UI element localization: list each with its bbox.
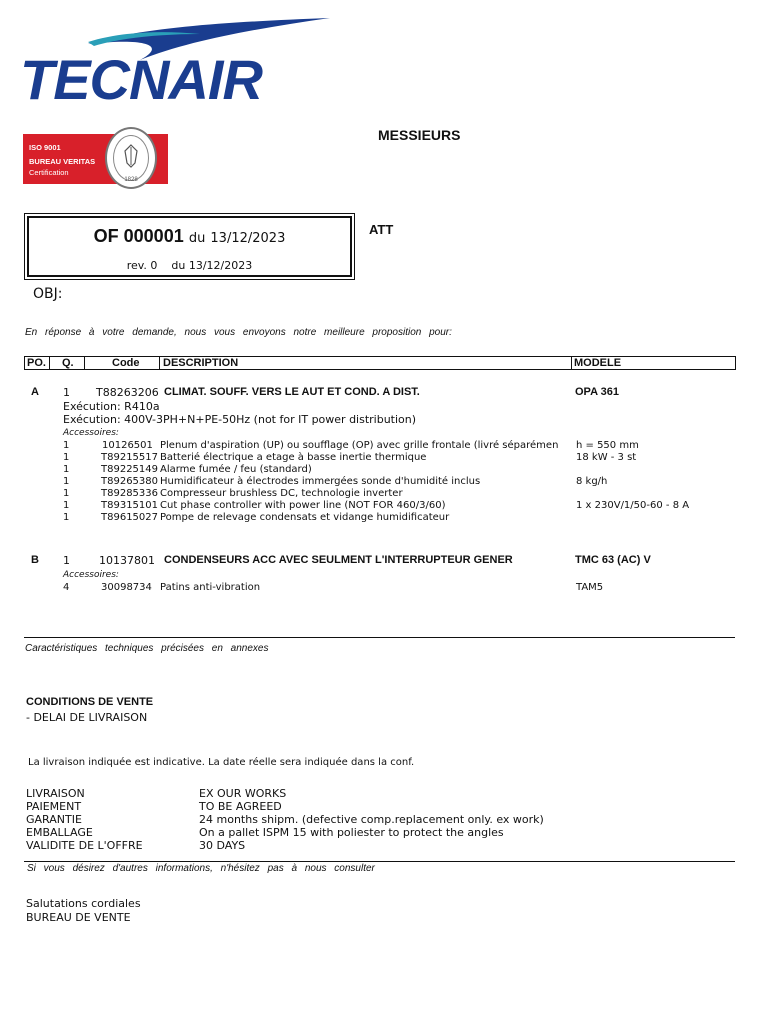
cert-bv-label: BUREAU VERITAS <box>29 157 96 166</box>
item-a-modele: OPA 361 <box>575 386 620 398</box>
bureau-veritas-seal <box>105 127 157 189</box>
header-modele: MODELE <box>574 357 622 369</box>
accessory-code: T89315101 <box>101 500 159 511</box>
item-a-execution-1: Exécution: R410a <box>63 400 160 413</box>
accessory-qty: 1 <box>63 464 70 475</box>
accessory-qty: 1 <box>63 488 70 499</box>
revision-line: rev. 0 du 13/12/2023 <box>126 259 253 272</box>
accessory-description: Humidificateur à électrodes immergées sonde d'humidité inclus <box>160 476 481 487</box>
col-divider <box>84 356 85 370</box>
signature: BUREAU DE VENTE <box>26 911 131 924</box>
header-code: Code <box>112 357 140 369</box>
header-description: DESCRIPTION <box>163 357 239 369</box>
consult-note: Si vous désirez d'autres informations, n'hésitez pas à nous consulter <box>27 863 375 874</box>
accessory-code: T89265380 <box>101 476 159 487</box>
accessory-code: T89225149 <box>101 464 159 475</box>
col-divider <box>159 356 160 370</box>
item-a-description: CLIMAT. SOUFF. VERS LE AUT ET COND. A DIST. <box>164 386 420 398</box>
accessory-description: Alarme fumée / feu (standard) <box>160 464 312 475</box>
att-label: ATT <box>369 222 394 237</box>
header-po: PO. <box>27 357 46 369</box>
accessory-code: T89285336 <box>101 488 159 499</box>
accessory-spec: 18 kW - 3 st <box>576 452 637 463</box>
accessory-qty: 1 <box>63 452 70 463</box>
offer-title <box>27 226 352 247</box>
delivery-delay-label: - DELAI DE LIVRAISON <box>26 711 148 724</box>
condition-value: 30 DAYS <box>199 839 246 852</box>
intro-text: En réponse à votre demande, nous vous envoyons notre meilleure proposition pour: <box>25 327 452 338</box>
item-a-qty: 1 <box>63 386 70 399</box>
section-divider <box>24 637 735 638</box>
company-logo: TECNAIR <box>20 48 262 111</box>
col-divider <box>49 356 50 370</box>
item-b-description: CONDENSEURS ACC AVEC SEULMENT L'INTERRUPTEUR GENER <box>164 554 513 566</box>
offer-date: 13/12/2023 <box>210 231 286 246</box>
condition-value: TO BE AGREED <box>199 800 282 813</box>
annex-note: Caractéristiques techniques précisées en annexes <box>25 643 269 654</box>
accessory-qty: 4 <box>63 582 70 593</box>
seal-year: 1828 <box>124 177 138 183</box>
item-a-accessories-label: Accessoires: <box>63 428 119 438</box>
accessory-description: Compresseur brushless DC, technologie inverter <box>160 488 403 499</box>
header-qty: Q. <box>62 357 74 369</box>
accessory-qty: 1 <box>63 512 70 523</box>
accessory-qty: 1 <box>63 500 70 511</box>
condition-label: LIVRAISON <box>26 787 85 800</box>
accessory-qty: 1 <box>63 476 70 487</box>
greeting: Salutations cordiales <box>26 897 141 910</box>
item-b-po: B <box>31 554 39 566</box>
accessory-code: T89215517 <box>101 452 159 463</box>
object-label: OBJ: <box>33 286 63 302</box>
delivery-note: La livraison indiquée est indicative. La date réelle sera indiquée dans la conf. <box>28 757 415 768</box>
item-b-code: 10137801 <box>99 554 155 567</box>
item-b-qty: 1 <box>63 554 70 567</box>
condition-value: 24 months shipm. (defective comp.replacement only. ex work) <box>199 813 544 826</box>
condition-label: PAIEMENT <box>26 800 82 813</box>
recipient-heading: MESSIEURS <box>378 127 461 143</box>
condition-value: EX OUR WORKS <box>199 787 287 800</box>
condition-label: EMBALLAGE <box>26 826 93 839</box>
accessory-description: Cut phase controller with power line (NOT FOR 460/3/60) <box>160 500 446 511</box>
cert-iso-label: ISO 9001 <box>29 143 61 152</box>
item-a-po: A <box>31 386 39 398</box>
seal-emblem-icon <box>121 143 141 169</box>
col-divider <box>571 356 572 370</box>
accessory-code: T89615027 <box>101 512 159 523</box>
offer-date-prefix: du <box>188 231 206 246</box>
accessory-spec: TAM5 <box>576 582 604 593</box>
accessory-description: Patins anti-vibration <box>160 582 261 593</box>
condition-label: VALIDITE DE L'OFFRE <box>26 839 143 852</box>
accessory-spec: 1 x 230V/1/50-60 - 8 A <box>576 500 690 511</box>
condition-value: On a pallet ISPM 15 with poliester to protect the angles <box>199 826 504 839</box>
accessory-description: Pompe de relevage condensats et vidange humidificateur <box>160 512 450 523</box>
conditions-title: CONDITIONS DE VENTE <box>26 696 154 708</box>
footer-divider <box>24 861 735 862</box>
accessory-code: 10126501 <box>102 440 153 451</box>
accessory-spec: 8 kg/h <box>576 476 608 487</box>
accessory-code: 30098734 <box>101 582 152 593</box>
cert-certification-label: Certification <box>29 168 69 177</box>
item-a-execution-2: Exécution: 400V-3PH+N+PE-50Hz (not for IT power distribution) <box>63 413 417 426</box>
accessory-description: Plenum d'aspiration (UP) ou soufflage (OP) avec grille frontale (livré séparémen <box>160 440 559 451</box>
accessory-spec: h = 550 mm <box>576 440 639 451</box>
accessory-qty: 1 <box>63 440 70 451</box>
item-b-modele: TMC 63 (AC) V <box>575 554 651 566</box>
item-a-code: T88263206 <box>96 386 159 399</box>
offer-number: OF 000001 <box>93 226 184 246</box>
accessory-description: Batterié électrique a etage à basse inertie thermique <box>160 452 427 463</box>
item-b-accessories-label: Accessoires: <box>63 570 119 580</box>
condition-label: GARANTIE <box>26 813 82 826</box>
